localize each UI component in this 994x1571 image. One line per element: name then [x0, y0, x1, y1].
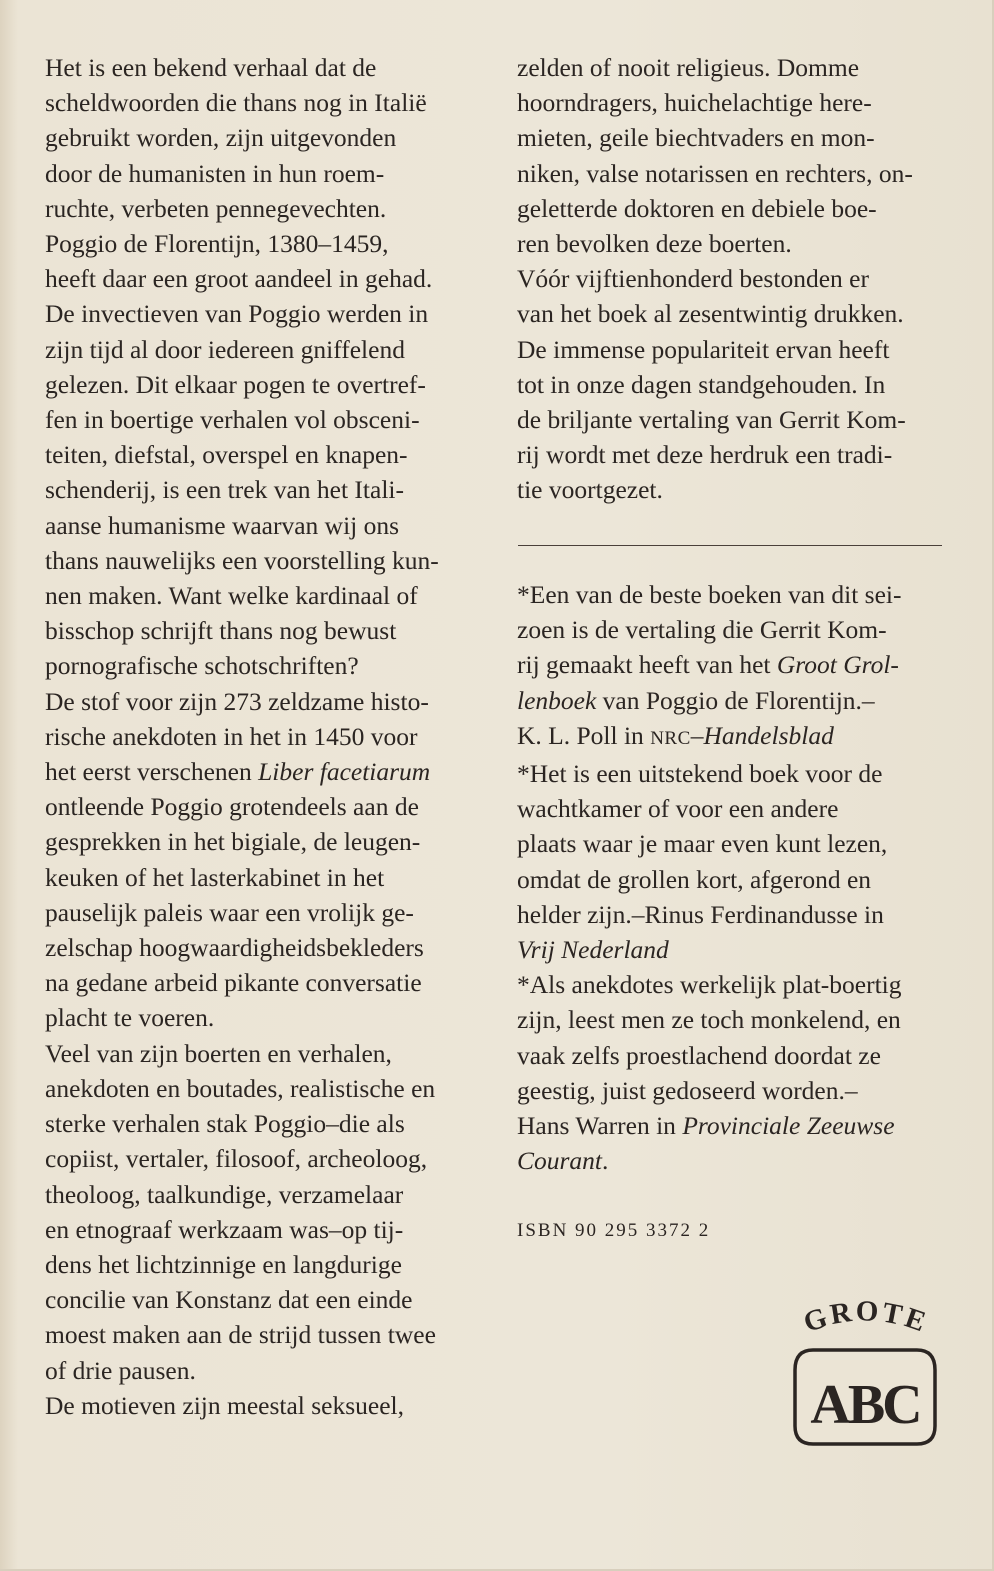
- text-line: zelden of nooit religieus. Domme: [517, 53, 860, 82]
- text-line: hoorndragers, huichelachtige here-: [517, 88, 872, 118]
- text-line: niken, valse notarissen en rechters, on-: [517, 158, 913, 188]
- text-line: geletterde doktoren en debiele boe-: [517, 193, 877, 223]
- text-line: *Een van de beste boeken van dit sei-: [517, 580, 902, 609]
- book-title: Groot Grol-: [776, 650, 899, 680]
- text-line: theoloog, taalkundige, verzamelaar: [45, 1179, 404, 1209]
- text-fragment: het eerst verschenen: [45, 757, 252, 787]
- text-line: bisschop schrijft thans nog bewust: [45, 616, 397, 646]
- press-quotes: [517, 577, 957, 1178]
- text-line: [517, 647, 957, 682]
- text-line: rij wordt met deze herdruk een tradi-: [517, 440, 893, 470]
- text-line: na gedane arbeid pikante conversatie: [45, 968, 422, 998]
- text-line: rische anekdoten in het in 1450 voor: [45, 721, 418, 751]
- text-line: zijn, leest men ze toch monkelend, en: [517, 1005, 901, 1035]
- text-line: heeft daar een groot aandeel in gehad.: [45, 264, 433, 294]
- text-line: zoen is de vertaling die Gerrit Kom-: [517, 615, 887, 645]
- text-line: gelezen. Dit elkaar pogen te overtref-: [45, 369, 426, 399]
- text-line: vaak zelfs proestlachend doordat ze: [517, 1040, 881, 1070]
- text-line: scheldwoorden die thans nog in Italië: [45, 88, 427, 118]
- text-fragment: rij gemaakt heeft van het: [517, 650, 771, 680]
- blurb-left-column: [45, 50, 485, 1423]
- text-line: plaats waar je maar even kunt lezen,: [517, 829, 888, 859]
- text-line: Veel van zijn boerten en verhalen,: [45, 1038, 392, 1068]
- newspaper-name: Courant: [517, 1146, 603, 1176]
- text-line: dens het lichtzinnige en langdurige: [45, 1249, 402, 1279]
- text-line: Poggio de Florentijn, 1380–1459,: [45, 229, 389, 259]
- text-line: *Als anekdotes werkelijk plat-boertig: [517, 970, 902, 1000]
- text-line: geestig, juist gedoseerd worden.–: [517, 1075, 858, 1105]
- text-line: [45, 754, 485, 789]
- text-line: ruchte, verbeten pennegevechten.: [45, 193, 387, 223]
- newspaper-name: Provinciale Zeeuwse: [682, 1111, 895, 1141]
- text-line: wachtkamer of voor een andere: [517, 794, 839, 824]
- blurb-right-column: [517, 50, 957, 508]
- text-line: ontleende Poggio grotendeels aan de: [45, 792, 419, 822]
- text-line: pauselijk paleis waar een vrolijk ge-: [45, 897, 414, 927]
- newspaper-abbrev: NRC: [650, 727, 691, 749]
- text-line: zijn tijd al door iedereen gniffelend: [45, 334, 405, 364]
- text-line: ren bevolken deze boerten.: [517, 229, 792, 259]
- book-title: lenboek: [517, 685, 597, 715]
- text-line: de briljante vertaling van Gerrit Kom-: [517, 405, 906, 435]
- text-line: zelschap hoogwaardigheidsbekleders: [45, 933, 424, 963]
- text-line: De immense populariteit ervan heeft: [517, 334, 890, 364]
- text-line: anekdoten en boutades, realistische en: [45, 1073, 436, 1103]
- text-line: De invectieven van Poggio werden in: [45, 299, 429, 329]
- text-line: van het boek al zesentwintig drukken.: [517, 299, 904, 329]
- text-line: nen maken. Want welke kardinaal of: [45, 581, 418, 611]
- grote-abc-logo: [785, 1298, 945, 1458]
- book-title-latin: Liber facetiarum: [258, 757, 431, 787]
- text-line: omdat de grollen kort, afgerond en: [517, 864, 872, 894]
- text-line: mieten, geile biechtvaders en mon-: [517, 123, 875, 153]
- text-line: [517, 1108, 957, 1143]
- text-line: Vóór vijftienhonderd bestonden er: [517, 264, 869, 294]
- text-line: placht te voeren.: [45, 1003, 215, 1033]
- text-line: concilie van Konstanz dat een einde: [45, 1285, 413, 1315]
- text-line: [517, 1143, 957, 1178]
- text-fragment: van Poggio de Florentijn.–: [602, 685, 875, 715]
- text-line: of drie pausen.: [45, 1355, 196, 1385]
- text-line: De motieven zijn meestal seksueel,: [45, 1390, 405, 1420]
- text-fragment: .: [602, 1146, 609, 1176]
- isbn-number: ISBN 90 295 3372 2: [517, 1220, 711, 1241]
- text-fragment: Hans Warren in: [517, 1111, 676, 1141]
- text-line: tie voortgezet.: [517, 475, 663, 505]
- magazine-name: Vrij Nederland: [517, 935, 669, 965]
- text-fragment: K. L. Poll in: [517, 720, 644, 750]
- text-line: aanse humanisme waarvan wij ons: [45, 510, 400, 540]
- text-line: tot in onze dagen standgehouden. In: [517, 369, 886, 399]
- text-line: keuken of het lasterkabinet in het: [45, 862, 385, 892]
- text-line: moest maken aan de strijd tussen twee: [45, 1320, 436, 1350]
- text-line: copiist, vertaler, filosoof, archeoloog,: [45, 1144, 428, 1174]
- section-divider: [518, 545, 942, 546]
- text-line: door de humanisten in hun roem-: [45, 158, 385, 188]
- text-line: thans nauwelijks een voorstelling kun-: [45, 545, 439, 575]
- text-line: pornografische schotschriften?: [45, 651, 359, 681]
- text-line: gebruikt worden, zijn uitgevonden: [45, 123, 397, 153]
- text-line: schenderij, is een trek van het Itali-: [45, 475, 404, 505]
- text-line: [517, 683, 957, 718]
- text-line: teiten, diefstal, overspel en knapen-: [45, 440, 408, 470]
- logo-badge-text: ABC: [810, 1374, 920, 1436]
- text-line: sterke verhalen stak Poggio–die als: [45, 1109, 405, 1139]
- text-line: De stof voor zijn 273 zeldzame histo-: [45, 686, 429, 716]
- text-line: gesprekken in het bigiale, de leugen-: [45, 827, 421, 857]
- text-line: [517, 718, 957, 756]
- text-line: helder zijn.–Rinus Ferdinandusse in: [517, 899, 884, 929]
- logo-top-text: GROTE: [799, 1298, 933, 1340]
- text-line: *Het is een uitstekend boek voor de: [517, 759, 883, 789]
- text-line: Het is een bekend verhaal dat de: [45, 53, 377, 82]
- text-line: en etnograaf werkzaam was–op tij-: [45, 1214, 404, 1244]
- text-line: fen in boertige verhalen vol obsceni-: [45, 405, 420, 435]
- newspaper-name: –Handelsblad: [690, 720, 834, 750]
